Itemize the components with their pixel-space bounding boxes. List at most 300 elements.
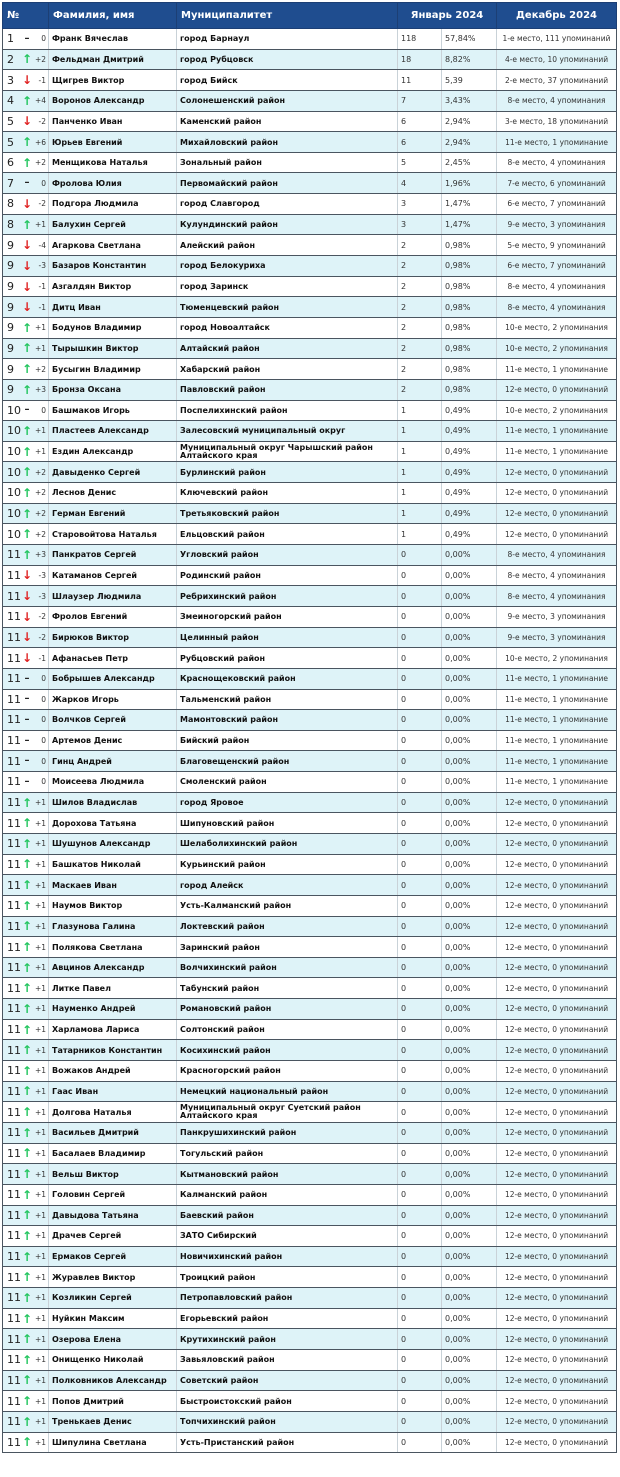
january-share-cell: 0,49% bbox=[442, 441, 497, 462]
january-mentions-cell: 0 bbox=[398, 833, 442, 854]
january-mentions-cell: 0 bbox=[398, 730, 442, 751]
rank-change: +1 bbox=[34, 1066, 46, 1076]
january-share-cell: 0,00% bbox=[442, 1288, 497, 1309]
december-cell: 6-е место, 7 упоминаний bbox=[497, 256, 617, 277]
table-row bbox=[3, 421, 617, 442]
table-row bbox=[3, 90, 617, 111]
rank-change: +1 bbox=[34, 1169, 46, 1179]
municipality-cell: Ребрихинский район bbox=[177, 586, 398, 607]
january-mentions-cell: 3 bbox=[398, 214, 442, 235]
rank-cell bbox=[3, 49, 49, 70]
rank-number: 2 bbox=[7, 52, 14, 66]
dash-icon: – bbox=[24, 404, 30, 416]
name-cell: Панкратов Сергей bbox=[49, 545, 177, 566]
december-cell: 12-е место, 0 упоминаний bbox=[497, 895, 617, 916]
municipality-cell: Егорьевский район bbox=[177, 1308, 398, 1329]
rank-change: -1 bbox=[38, 653, 46, 663]
january-mentions-cell: 2 bbox=[398, 338, 442, 359]
municipality-cell: Панкрушихинский район bbox=[177, 1122, 398, 1143]
table-row bbox=[3, 29, 617, 50]
january-mentions-cell: 0 bbox=[398, 689, 442, 710]
table-row bbox=[3, 772, 617, 793]
january-mentions-cell: 0 bbox=[398, 1226, 442, 1247]
january-mentions-cell: 0 bbox=[398, 1143, 442, 1164]
name-cell: Моисеева Людмила bbox=[49, 772, 177, 793]
arrow-up-icon: ↑ bbox=[21, 1290, 33, 1305]
december-cell: 12-е место, 0 упоминаний bbox=[497, 854, 617, 875]
january-mentions-cell: 0 bbox=[398, 895, 442, 916]
rank-cell bbox=[3, 462, 49, 483]
january-share-cell: 0,00% bbox=[442, 1061, 497, 1082]
rank-change: 0 bbox=[41, 178, 46, 188]
december-cell: 12-е место, 0 упоминаний bbox=[497, 1226, 617, 1247]
january-share-cell: 0,00% bbox=[442, 813, 497, 834]
arrow-up-icon: ↑ bbox=[21, 362, 33, 377]
arrow-up-icon: ↑ bbox=[21, 52, 33, 67]
name-cell: Головин Сергей bbox=[49, 1184, 177, 1205]
january-share-cell: 0,98% bbox=[442, 297, 497, 318]
name-cell: Катаманов Сергей bbox=[49, 565, 177, 586]
rank-change: +1 bbox=[34, 220, 46, 230]
municipality-cell: Локтевский район bbox=[177, 916, 398, 937]
rank-cell bbox=[3, 1370, 49, 1391]
january-mentions-cell: 0 bbox=[398, 1267, 442, 1288]
january-mentions-cell: 0 bbox=[398, 1246, 442, 1267]
municipality-cell: Шелаболихинский район bbox=[177, 833, 398, 854]
municipality-cell: Тогульский район bbox=[177, 1143, 398, 1164]
table-row bbox=[3, 916, 617, 937]
rank-change: +2 bbox=[34, 158, 46, 168]
table-row bbox=[3, 1122, 617, 1143]
december-cell: 12-е место, 0 упоминаний bbox=[497, 1143, 617, 1164]
municipality-cell: Калманский район bbox=[177, 1184, 398, 1205]
december-cell: 12-е место, 0 упоминаний bbox=[497, 1081, 617, 1102]
rank-number: 9 bbox=[7, 383, 14, 397]
january-mentions-cell: 1 bbox=[398, 483, 442, 504]
rank-number: 8 bbox=[7, 197, 14, 211]
name-cell: Фролов Евгений bbox=[49, 606, 177, 627]
municipality-cell: Первомайский район bbox=[177, 173, 398, 194]
december-cell: 8-е место, 4 упоминания bbox=[497, 276, 617, 297]
december-cell: 11-е место, 1 упоминание bbox=[497, 751, 617, 772]
rank-cell bbox=[3, 978, 49, 999]
rank-number: 11 bbox=[7, 1435, 21, 1449]
name-cell: Бирюков Виктор bbox=[49, 627, 177, 648]
municipality-cell: Шипуновский район bbox=[177, 813, 398, 834]
january-share-cell: 2,94% bbox=[442, 111, 497, 132]
arrow-up-icon: ↑ bbox=[21, 878, 33, 893]
january-mentions-cell: 4 bbox=[398, 173, 442, 194]
rank-number: 11 bbox=[7, 1332, 21, 1346]
header-december: Декабрь 2024 bbox=[497, 3, 617, 29]
january-mentions-cell: 5 bbox=[398, 152, 442, 173]
rank-change: +1 bbox=[34, 1004, 46, 1014]
rank-cell bbox=[3, 194, 49, 215]
municipality-cell: Быстроистокский район bbox=[177, 1391, 398, 1412]
arrow-up-icon: ↑ bbox=[21, 382, 33, 397]
name-cell: Юрьев Евгений bbox=[49, 132, 177, 153]
rank-change: -2 bbox=[38, 116, 46, 126]
december-cell: 12-е место, 0 упоминаний bbox=[497, 999, 617, 1020]
rank-number: 11 bbox=[7, 1105, 21, 1119]
january-share-cell: 0,00% bbox=[442, 565, 497, 586]
name-cell: Фельдман Дмитрий bbox=[49, 49, 177, 70]
january-share-cell: 0,00% bbox=[442, 937, 497, 958]
rank-cell bbox=[3, 359, 49, 380]
january-mentions-cell: 0 bbox=[398, 1040, 442, 1061]
table-row bbox=[3, 1019, 617, 1040]
rank-cell bbox=[3, 1226, 49, 1247]
rank-change: -2 bbox=[38, 632, 46, 642]
rank-cell bbox=[3, 916, 49, 937]
rank-change: +3 bbox=[34, 385, 46, 395]
january-share-cell: 0,00% bbox=[442, 730, 497, 751]
arrow-up-icon: ↑ bbox=[21, 93, 33, 108]
arrow-down-icon: ↓ bbox=[21, 630, 33, 645]
rank-cell bbox=[3, 483, 49, 504]
rank-cell bbox=[3, 441, 49, 462]
rank-number: 11 bbox=[7, 630, 21, 644]
arrow-down-icon: ↓ bbox=[21, 300, 33, 315]
december-cell: 10-е место, 2 упоминания bbox=[497, 338, 617, 359]
table-row bbox=[3, 214, 617, 235]
table-header-row bbox=[3, 3, 617, 29]
table-row bbox=[3, 1432, 617, 1453]
dash-icon: – bbox=[24, 713, 30, 725]
rank-number: 11 bbox=[7, 1084, 21, 1098]
rank-cell bbox=[3, 132, 49, 153]
rank-cell bbox=[3, 503, 49, 524]
december-cell: 1-е место, 111 упоминаний bbox=[497, 29, 617, 50]
municipality-cell: Поспелихинский район bbox=[177, 400, 398, 421]
arrow-up-icon: ↑ bbox=[21, 320, 33, 335]
rank-cell bbox=[3, 854, 49, 875]
rank-change: +2 bbox=[34, 509, 46, 519]
december-cell: 12-е место, 0 упоминаний bbox=[497, 1184, 617, 1205]
arrow-up-icon: ↑ bbox=[21, 444, 33, 459]
arrow-up-icon: ↑ bbox=[21, 1022, 33, 1037]
municipality-cell: Петропавловский район bbox=[177, 1288, 398, 1309]
name-cell: Наумов Виктор bbox=[49, 895, 177, 916]
rank-cell bbox=[3, 214, 49, 235]
january-mentions-cell: 1 bbox=[398, 524, 442, 545]
rank-change: -3 bbox=[38, 591, 46, 601]
table-row bbox=[3, 276, 617, 297]
municipality-cell: город Славгород bbox=[177, 194, 398, 215]
arrow-up-icon: ↑ bbox=[21, 1249, 33, 1264]
january-share-cell: 0,00% bbox=[442, 668, 497, 689]
name-cell: Шипулина Светлана bbox=[49, 1432, 177, 1453]
rank-change: +1 bbox=[34, 798, 46, 808]
january-mentions-cell: 118 bbox=[398, 29, 442, 50]
rank-change: +1 bbox=[34, 1086, 46, 1096]
january-mentions-cell: 0 bbox=[398, 1288, 442, 1309]
rank-number: 11 bbox=[7, 672, 21, 686]
dash-icon: – bbox=[24, 32, 30, 44]
table-row bbox=[3, 379, 617, 400]
arrow-up-icon: ↑ bbox=[21, 1146, 33, 1161]
name-cell: Герман Евгений bbox=[49, 503, 177, 524]
arrow-up-icon: ↑ bbox=[21, 135, 33, 150]
january-share-cell: 3,43% bbox=[442, 90, 497, 111]
municipality-cell: город Заринск bbox=[177, 276, 398, 297]
table-row bbox=[3, 937, 617, 958]
january-mentions-cell: 0 bbox=[398, 875, 442, 896]
rank-cell bbox=[3, 937, 49, 958]
name-cell: Васильев Дмитрий bbox=[49, 1122, 177, 1143]
rank-cell bbox=[3, 152, 49, 173]
municipality-cell: Усть-Пристанский район bbox=[177, 1432, 398, 1453]
january-share-cell: 0,98% bbox=[442, 256, 497, 277]
january-mentions-cell: 2 bbox=[398, 276, 442, 297]
january-share-cell: 0,49% bbox=[442, 483, 497, 504]
january-share-cell: 0,49% bbox=[442, 524, 497, 545]
arrow-up-icon: ↑ bbox=[21, 836, 33, 851]
rank-number: 4 bbox=[7, 94, 14, 108]
arrow-down-icon: ↓ bbox=[21, 609, 33, 624]
january-mentions-cell: 0 bbox=[398, 1061, 442, 1082]
rank-change: +4 bbox=[34, 96, 46, 106]
arrow-up-icon: ↑ bbox=[21, 1352, 33, 1367]
table-row bbox=[3, 132, 617, 153]
rank-change: 0 bbox=[41, 405, 46, 415]
january-share-cell: 0,00% bbox=[442, 978, 497, 999]
december-cell: 12-е место, 0 упоминаний bbox=[497, 503, 617, 524]
january-mentions-cell: 0 bbox=[398, 1081, 442, 1102]
name-cell: Базаров Константин bbox=[49, 256, 177, 277]
name-cell: Журавлев Виктор bbox=[49, 1267, 177, 1288]
municipality-cell: Угловский район bbox=[177, 545, 398, 566]
municipality-cell: Третьяковский район bbox=[177, 503, 398, 524]
january-share-cell: 0,98% bbox=[442, 276, 497, 297]
january-share-cell: 0,00% bbox=[442, 1164, 497, 1185]
rank-number: 11 bbox=[7, 940, 21, 954]
rank-number: 11 bbox=[7, 1353, 21, 1367]
municipality-cell: город Рубцовск bbox=[177, 49, 398, 70]
rank-number: 11 bbox=[7, 1208, 21, 1222]
december-cell: 7-е место, 6 упоминаний bbox=[497, 173, 617, 194]
rank-change: +2 bbox=[34, 529, 46, 539]
rank-cell bbox=[3, 1350, 49, 1371]
rank-change: +6 bbox=[34, 137, 46, 147]
rank-number: 11 bbox=[7, 1064, 21, 1078]
december-cell: 12-е место, 0 упоминаний bbox=[497, 1432, 617, 1453]
rank-number: 8 bbox=[7, 218, 14, 232]
name-cell: Гаас Иван bbox=[49, 1081, 177, 1102]
arrow-up-icon: ↑ bbox=[21, 1394, 33, 1409]
rank-number: 6 bbox=[7, 156, 14, 170]
municipality-cell: Косихинский район bbox=[177, 1040, 398, 1061]
rank-cell bbox=[3, 772, 49, 793]
rank-change: -2 bbox=[38, 612, 46, 622]
arrow-up-icon: ↑ bbox=[21, 1435, 33, 1450]
rank-cell bbox=[3, 1102, 49, 1123]
rank-change: 0 bbox=[41, 756, 46, 766]
january-mentions-cell: 0 bbox=[398, 751, 442, 772]
january-mentions-cell: 1 bbox=[398, 441, 442, 462]
january-mentions-cell: 0 bbox=[398, 1164, 442, 1185]
january-mentions-cell: 18 bbox=[398, 49, 442, 70]
january-mentions-cell: 2 bbox=[398, 317, 442, 338]
rank-change: +2 bbox=[34, 488, 46, 498]
december-cell: 12-е место, 0 упоминаний bbox=[497, 1122, 617, 1143]
arrow-up-icon: ↑ bbox=[21, 857, 33, 872]
rank-cell bbox=[3, 70, 49, 91]
rank-number: 11 bbox=[7, 1167, 21, 1181]
rank-change: +1 bbox=[34, 1334, 46, 1344]
rank-change: +1 bbox=[34, 1355, 46, 1365]
december-cell: 12-е место, 0 упоминаний bbox=[497, 1350, 617, 1371]
rank-number: 9 bbox=[7, 362, 14, 376]
municipality-cell: город Бийск bbox=[177, 70, 398, 91]
table-row bbox=[3, 49, 617, 70]
rank-change: +1 bbox=[34, 343, 46, 353]
arrow-down-icon: ↓ bbox=[21, 238, 33, 253]
rank-number: 10 bbox=[7, 424, 21, 438]
january-share-cell: 0,49% bbox=[442, 462, 497, 483]
name-cell: Фролова Юлия bbox=[49, 173, 177, 194]
municipality-cell: Муниципальный округ Суетский район Алтайского края bbox=[177, 1102, 398, 1123]
rank-change: +1 bbox=[34, 901, 46, 911]
table-row bbox=[3, 462, 617, 483]
december-cell: 8-е место, 4 упоминания bbox=[497, 565, 617, 586]
rank-cell bbox=[3, 276, 49, 297]
arrow-up-icon: ↑ bbox=[21, 1414, 33, 1429]
january-mentions-cell: 0 bbox=[398, 627, 442, 648]
table-row bbox=[3, 751, 617, 772]
rank-number: 7 bbox=[7, 176, 14, 190]
table-row bbox=[3, 710, 617, 731]
header-january: Январь 2024 bbox=[398, 3, 497, 29]
december-cell: 6-е место, 7 упоминаний bbox=[497, 194, 617, 215]
municipality-cell: Алейский район bbox=[177, 235, 398, 256]
january-share-cell: 2,45% bbox=[442, 152, 497, 173]
table-row bbox=[3, 483, 617, 504]
january-share-cell: 8,82% bbox=[442, 49, 497, 70]
municipality-cell: Табунский район bbox=[177, 978, 398, 999]
january-share-cell: 0,98% bbox=[442, 379, 497, 400]
rank-cell bbox=[3, 90, 49, 111]
rank-cell bbox=[3, 689, 49, 710]
table-row bbox=[3, 317, 617, 338]
table-row bbox=[3, 1164, 617, 1185]
name-cell: Маскаев Иван bbox=[49, 875, 177, 896]
january-mentions-cell: 1 bbox=[398, 503, 442, 524]
table-row bbox=[3, 503, 617, 524]
rank-change: +1 bbox=[34, 1045, 46, 1055]
january-share-cell: 0,00% bbox=[442, 710, 497, 731]
arrow-up-icon: ↑ bbox=[21, 527, 33, 542]
rank-number: 11 bbox=[7, 1394, 21, 1408]
arrow-down-icon: ↓ bbox=[21, 114, 33, 129]
name-cell: Подгора Людмила bbox=[49, 194, 177, 215]
december-cell: 11-е место, 1 упоминание bbox=[497, 668, 617, 689]
table-row bbox=[3, 1205, 617, 1226]
december-cell: 2-е место, 37 упоминаний bbox=[497, 70, 617, 91]
municipality-cell: Залесовский муниципальный округ bbox=[177, 421, 398, 442]
rank-change: 0 bbox=[41, 777, 46, 787]
table-row bbox=[3, 875, 617, 896]
december-cell: 8-е место, 4 упоминания bbox=[497, 297, 617, 318]
january-share-cell: 0,98% bbox=[442, 317, 497, 338]
arrow-up-icon: ↑ bbox=[21, 1167, 33, 1182]
january-share-cell: 0,00% bbox=[442, 1226, 497, 1247]
municipality-cell: Солтонский район bbox=[177, 1019, 398, 1040]
december-cell: 12-е место, 0 упоминаний bbox=[497, 379, 617, 400]
december-cell: 8-е место, 4 упоминания bbox=[497, 545, 617, 566]
december-cell: 8-е место, 4 упоминания bbox=[497, 90, 617, 111]
arrow-down-icon: ↓ bbox=[21, 651, 33, 666]
municipality-cell: город Барнаул bbox=[177, 29, 398, 50]
name-cell: Бронза Оксана bbox=[49, 379, 177, 400]
rank-cell bbox=[3, 317, 49, 338]
january-share-cell: 0,98% bbox=[442, 235, 497, 256]
municipality-cell: Краснощековский район bbox=[177, 668, 398, 689]
arrow-up-icon: ↑ bbox=[21, 341, 33, 356]
municipality-cell: Благовещенский район bbox=[177, 751, 398, 772]
municipality-cell: Целинный район bbox=[177, 627, 398, 648]
arrow-up-icon: ↑ bbox=[21, 981, 33, 996]
table-row bbox=[3, 1329, 617, 1350]
arrow-up-icon: ↑ bbox=[21, 1332, 33, 1347]
january-share-cell: 0,00% bbox=[442, 875, 497, 896]
december-cell: 12-е место, 0 упоминаний bbox=[497, 1102, 617, 1123]
december-cell: 3-е место, 18 упоминаний bbox=[497, 111, 617, 132]
rank-cell bbox=[3, 1164, 49, 1185]
rank-change: +1 bbox=[34, 1252, 46, 1262]
municipality-cell: Змеиногорский район bbox=[177, 606, 398, 627]
rank-number: 11 bbox=[7, 692, 21, 706]
january-share-cell: 0,00% bbox=[442, 586, 497, 607]
municipality-cell: Рубцовский район bbox=[177, 648, 398, 669]
municipality-cell: Новичихинский район bbox=[177, 1246, 398, 1267]
rank-cell bbox=[3, 875, 49, 896]
january-share-cell: 0,49% bbox=[442, 503, 497, 524]
municipality-cell: Троицкий район bbox=[177, 1267, 398, 1288]
december-cell: 12-е место, 0 упоминаний bbox=[497, 916, 617, 937]
january-share-cell: 0,00% bbox=[442, 1350, 497, 1371]
rank-cell bbox=[3, 999, 49, 1020]
table-row bbox=[3, 813, 617, 834]
rank-number: 10 bbox=[7, 527, 21, 541]
rank-change: +3 bbox=[34, 550, 46, 560]
table-row bbox=[3, 524, 617, 545]
rank-number: 9 bbox=[7, 259, 14, 273]
rank-number: 10 bbox=[7, 465, 21, 479]
rank-cell bbox=[3, 710, 49, 731]
rank-number: 11 bbox=[7, 1291, 21, 1305]
name-cell: Давыдова Татьяна bbox=[49, 1205, 177, 1226]
january-mentions-cell: 0 bbox=[398, 916, 442, 937]
january-mentions-cell: 0 bbox=[398, 668, 442, 689]
rank-number: 1 bbox=[7, 32, 14, 46]
municipality-cell: Солонешенский район bbox=[177, 90, 398, 111]
municipality-cell: город Яровое bbox=[177, 792, 398, 813]
table-row bbox=[3, 1411, 617, 1432]
municipality-cell: Ключевский район bbox=[177, 483, 398, 504]
municipality-cell: Топчихинский район bbox=[177, 1411, 398, 1432]
january-mentions-cell: 0 bbox=[398, 606, 442, 627]
table-row bbox=[3, 792, 617, 813]
municipality-cell: Баевский район bbox=[177, 1205, 398, 1226]
january-share-cell: 1,47% bbox=[442, 194, 497, 215]
rank-change: +1 bbox=[34, 859, 46, 869]
rank-cell bbox=[3, 1081, 49, 1102]
rank-cell bbox=[3, 606, 49, 627]
rank-change: -3 bbox=[38, 570, 46, 580]
rank-number: 11 bbox=[7, 1229, 21, 1243]
municipality-cell: Ельцовский район bbox=[177, 524, 398, 545]
